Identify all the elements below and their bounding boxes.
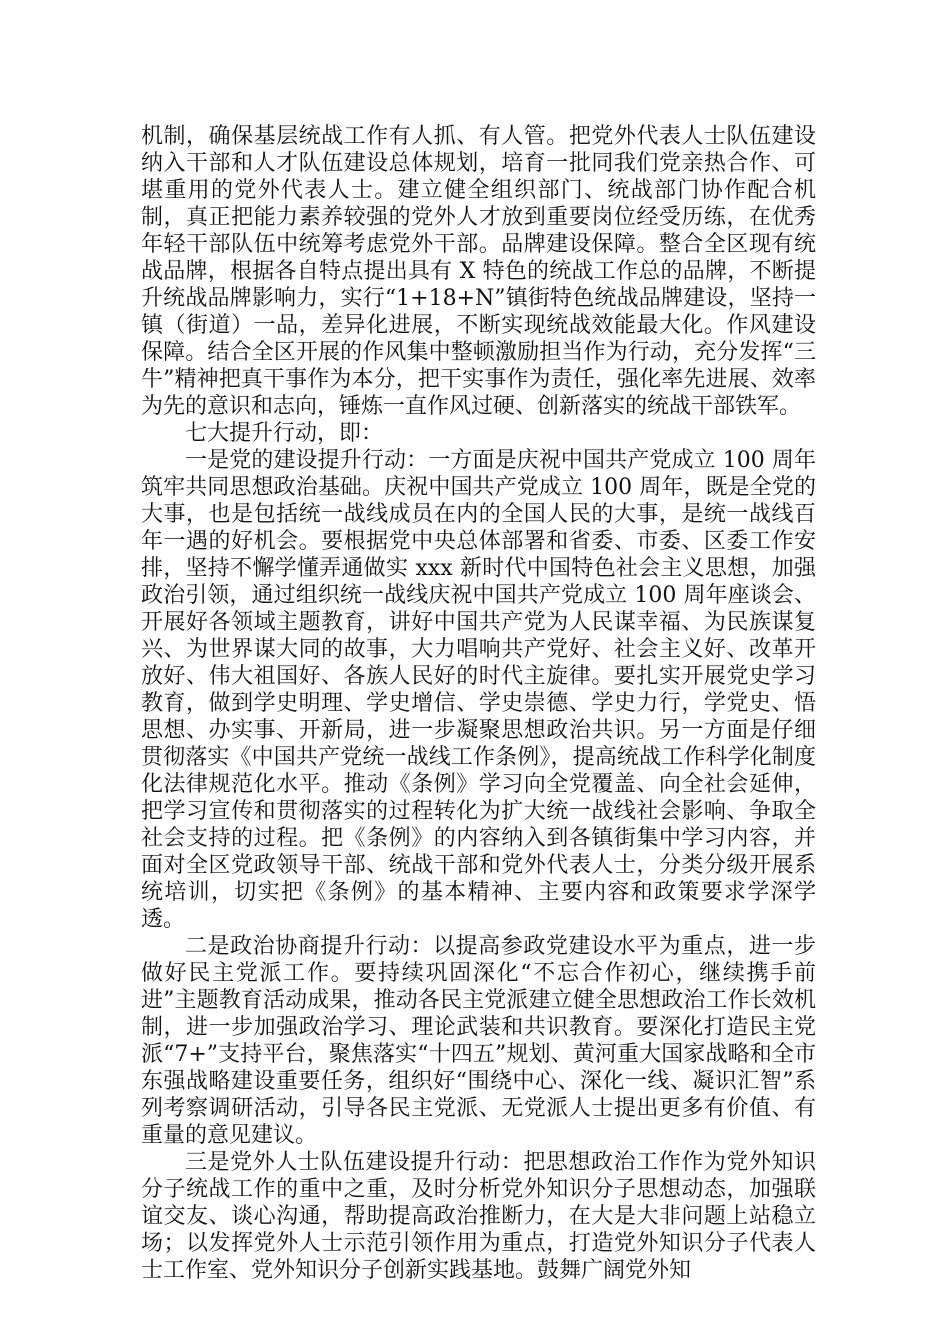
paragraph-seven-actions-heading: 七大提升行动，即：	[185, 421, 384, 446]
document-page	[141, 123, 816, 1284]
paragraph-support-measures: 机制，确保基层统战工作有人抓、有人管。把党外代表人士队伍建设纳入干部和人才队伍建设总体规划，培育一批同我们党亲热合作、可堪重用的党外代表人士。建立健全组织部门、统战部门协作配合机制，真正把能力素养较强的党外人才放到重要岗位经受历练，在优秀年轻干部队伍中统筹考虑党外干部。品牌建设保障。整合全区现有统战品牌，根据各自特点提出具有 X 特色的统战工作总的品牌，不断提升统战品牌影响力，实行“1+18+N”镇街特色统战品牌建设，坚持一镇（街道）一品，差异化进展，不断实现统战效能最大化。作风建设保障。结合全区开展的作风集中整顿激励担当作为行动，充分发挥“三牛”精神把真干事作为本分，把干实事作为责任，强化率先进展、效率为先的意识和志向，锤炼一直作风过硬、创新落实的统战干部铁军。	[141, 124, 816, 419]
paragraph-non-party-personnel-action: 三是党外人士队伍建设提升行动：把思想政治工作作为党外知识分子统战工作的重中之重，及时分析党外知识分子思想动态，加强联谊交友、谈心沟通，帮助提高政治推断力，在大是大非问题上站稳立场；以发挥党外人士示范引领作用为重点，打造党外知识分子代表人士工作室、党外知识分子创新实践基地。鼓舞广阔党外知	[141, 1150, 816, 1283]
paragraph-party-building-action: 一是党的建设提升行动：一方面是庆祝中国共产党成立 100 周年筑牢共同思想政治基础。庆祝中国共产党成立 100 周年，既是全党的大事，也是包括统一战线成员在内的全国人民的大事，是统一战线百年一遇的好机会。要根据党中央总体部署和省委、市委、区委工作安排，坚持不懈学懂弄通做实 xxx 新时代中国特色社会主义思想，加强政治引领，通过组织统一战线庆祝中国共产党成立 100 周年座谈会、开展好各领域主题教育，讲好中国共产党为人民谋幸福、为民族谋复兴、为世界谋大同的故事，大力唱响共产党好、社会主义好、改革开放好、伟大祖国好、各族人民好的时代主旋律。要扎实开展党史学习教育，做到学史明理、学史增信、学史崇德、学史力行，学党史、悟思想、办实事、开新局，进一步凝聚思想政治共识。另一方面是仔细贯彻落实《中国共产党统一战线工作条例》，提高统战工作科学化制度化法律规范化水平。推动《条例》学习向全党覆盖、向全社会延伸，把学习宣传和贯彻落实的过程转化为扩大统一战线社会影响、争取全社会支持的过程。把《条例》的内容纳入到各镇街集中学习内容，并面对全区党政领导干部、统战干部和党外代表人士，分类分级开展系统培训，切实把《条例》的基本精神、主要内容和政策要求学深学透。	[141, 448, 816, 932]
paragraph-political-consultation-action: 二是政治协商提升行动：以提高参政党建设水平为重点，进一步做好民主党派工作。要持续巩固深化“不忘合作初心，继续携手前进”主题教育活动成果，推动各民主党派建立健全思想政治工作长效机制，进一步加强政治学习、理论武装和共识教育。要深化打造民主党派“7+”支持平台，聚焦落实“十四五”规划、黄河重大国家战略和全市东强战略建设重要任务，组织好“围绕中心、深化一线、凝识汇智”系列考察调研活动，引导各民主党派、无党派人士提出更多有价值、有重量的意见建议。	[141, 934, 816, 1148]
